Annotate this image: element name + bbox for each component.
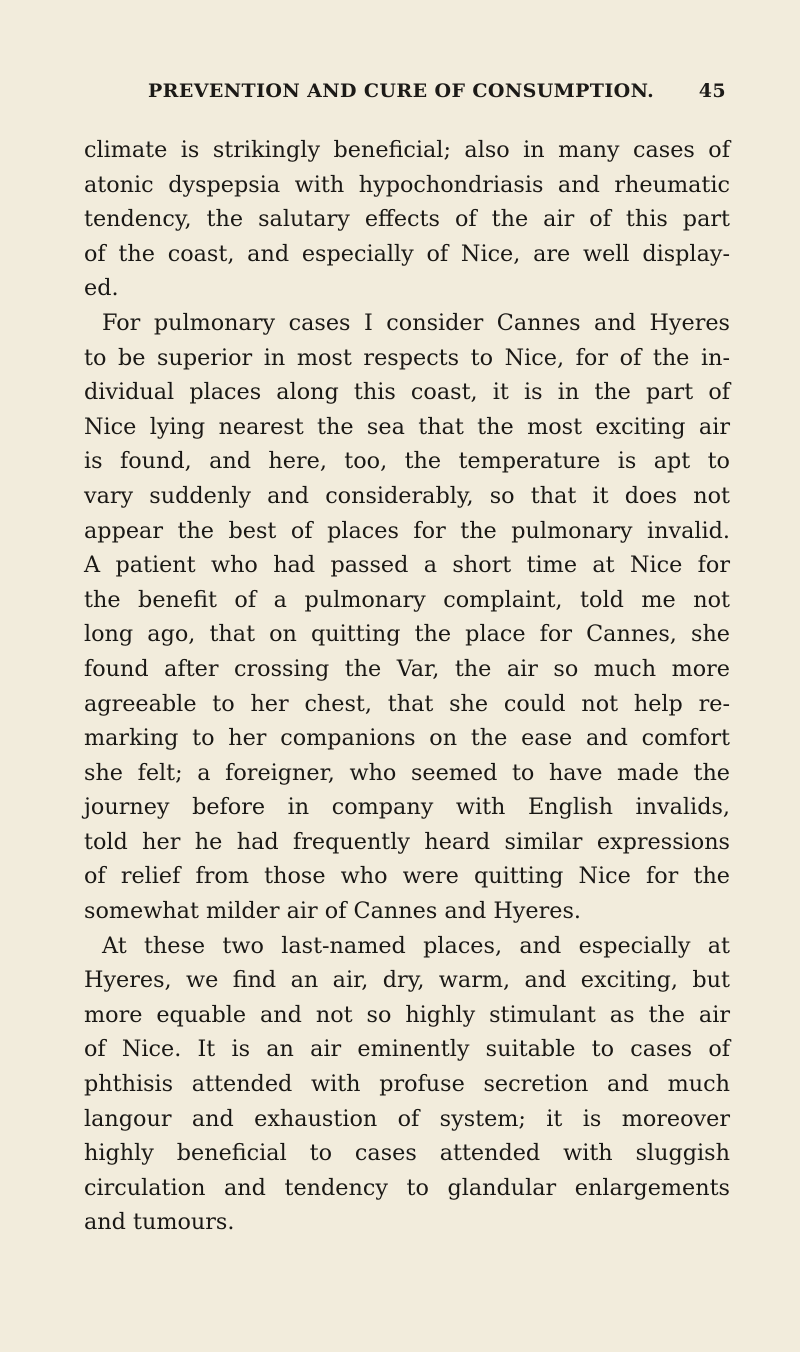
running-title: PREVENTION AND CURE OF CONSUMPTION.: [148, 80, 655, 102]
text-line: and tumours.: [84, 1209, 235, 1236]
running-head: [148, 80, 730, 112]
text-line: of Nice. It is an air eminently suitable to cases of: [84, 1036, 730, 1063]
text-line: At these two last-named places, and especially at: [102, 932, 730, 959]
text-line: ed.: [84, 275, 119, 302]
text-line: more equable and not so highly stimulant as the air: [84, 1001, 730, 1028]
text-line: marking to her companions on the ease and comfort: [84, 725, 730, 752]
paragraph-2: [84, 306, 730, 929]
text-line: of the coast, and especially of Nice, are well display-: [84, 240, 730, 267]
text-line: to be superior in most respects to Nice, for of the in-: [84, 344, 730, 371]
text-line: agreeable to her chest, that she could not help re-: [84, 690, 730, 717]
text-line: told her he had frequently heard similar expressions: [84, 828, 730, 855]
text-line: she felt; a foreigner, who seemed to have made the: [84, 759, 730, 786]
text-line: of relief from those who were quitting Nice for the: [84, 863, 730, 890]
paragraph-3: [84, 929, 730, 1240]
text-line: long ago, that on quitting the place for Cannes, she: [84, 621, 730, 648]
text-line: highly beneficial to cases attended with sluggish: [84, 1140, 730, 1167]
text-line: the benefit of a pulmonary complaint, told me not: [84, 586, 730, 613]
text-line: langour and exhaustion of system; it is moreover: [84, 1105, 730, 1132]
text-line: tendency, the salutary effects of the air of this part: [84, 206, 730, 233]
page-number: 45: [698, 80, 726, 102]
text-line: appear the best of places for the pulmonary invalid.: [84, 517, 730, 544]
text-line: somewhat milder air of Cannes and Hyeres.: [84, 898, 581, 925]
body-text: [84, 133, 730, 1240]
text-line: climate is strikingly beneficial; also in many cases of: [84, 137, 730, 163]
text-line: phthisis attended with profuse secretion and much: [84, 1071, 730, 1098]
text-line: Nice lying nearest the sea that the most exciting air: [84, 413, 730, 440]
text-line: is found, and here, too, the temperature is apt to: [84, 448, 730, 475]
text-line: Hyeres, we find an air, dry, warm, and exciting, but: [84, 967, 730, 994]
text-line: A patient who had passed a short time at Nice for: [84, 552, 730, 579]
text-line: vary suddenly and considerably, so that it does not: [84, 482, 730, 509]
paragraph-1: [84, 133, 730, 306]
text-line: circulation and tendency to glandular enlargements: [84, 1174, 730, 1201]
text-line: dividual places along this coast, it is in the part of: [84, 379, 730, 406]
text-line: For pulmonary cases I consider Cannes and Hyeres: [102, 309, 730, 336]
text-line: atonic dyspepsia with hypochondriasis and rheumatic: [84, 171, 730, 198]
text-line: found after crossing the Var, the air so much more: [84, 655, 730, 682]
text-line: journey before in company with English invalids,: [84, 794, 730, 821]
